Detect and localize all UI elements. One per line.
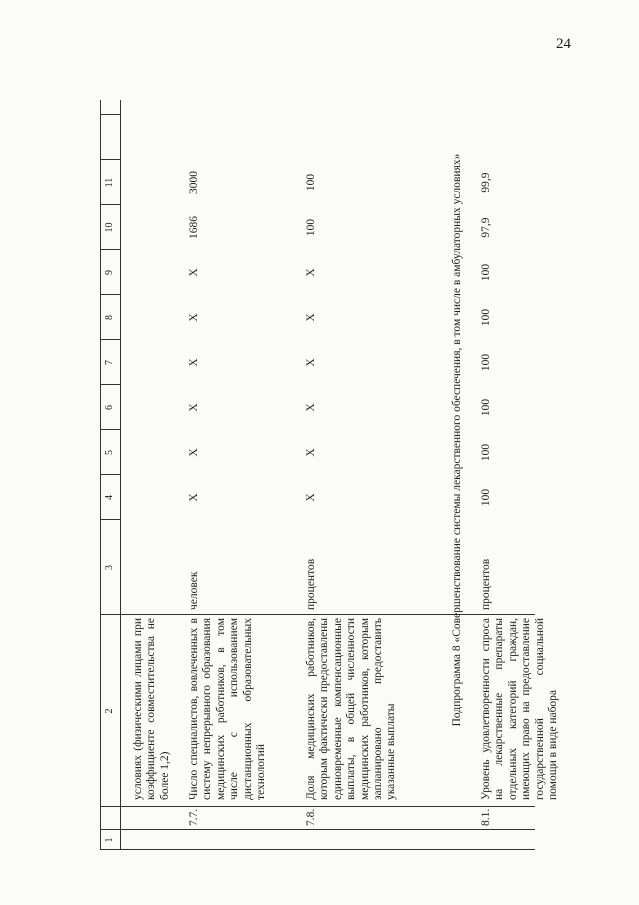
col-num-1: 1 [104,837,115,843]
col-num-11: 11 [104,177,115,188]
col-num-6: 6 [104,405,115,410]
row-8-1-val-4: 100 [480,488,492,507]
rotated-table [100,30,560,850]
row-7-7-name: Число специалистов, вовлеченных в систему непрерывного образования медицинских работников, в том числе с использованием дистанционных образовательных технологий [188,618,268,800]
row-7-7-val-4: X [188,493,200,502]
row-7-8-val-10: 100 [305,218,317,237]
row-7-8-val-6: X [305,403,317,412]
row-7-8-unit: процентов [305,558,317,610]
row-7-7-val-6: X [188,403,200,412]
row-8-1-unit: процентов [480,558,492,610]
col-num-3: 3 [104,565,115,570]
row-7-7-number: 7.7. [188,808,200,826]
row-7-8-name: Доля медицинских работников, которым фактически предоставлены единовременные компенсационные выплаты, в общей численности медицинских работников, которым запланировано предоставить указанные выплаты [305,618,398,800]
row-7-7-val-5: X [188,448,200,457]
continuation-text: условиях (физическими лицами при коэффициенте совместительства не более 1,2) [132,618,171,800]
col-num-8: 8 [104,315,115,320]
col-num-9: 9 [104,270,115,275]
row-7-7-val-10: 1686 [188,216,200,239]
row-7-7-val-9: X [188,268,200,277]
row-7-7-unit: человек [188,571,200,610]
row-7-8-val-11: 100 [305,173,317,192]
row-8-1-val-10: 97,9 [480,217,492,238]
col-num-2: 2 [104,708,115,714]
row-7-7-val-8: X [188,313,200,322]
row-7-8-val-4: X [305,493,317,502]
row-8-1-val-7: 100 [480,353,492,372]
row-8-1-val-9: 100 [480,263,492,282]
row-7-8-val-7: X [305,358,317,367]
col-num-10: 10 [104,222,115,233]
row-7-7-val-7: X [188,358,200,367]
row-8-1-val-6: 100 [480,398,492,417]
col-num-5: 5 [104,450,115,455]
page-number: 24 [556,36,571,52]
col-num-4: 4 [104,495,115,500]
row-7-8-val-9: X [305,268,317,277]
row-8-1-val-8: 100 [480,308,492,327]
row-7-8-val-8: X [305,313,317,322]
subprogram-heading: Подпрограмма 8 «Совершенствование системы лекарственного обеспечения, в том числе в амбулаторных условиях» [451,153,463,727]
row-8-1-name: Уровень удовлетворенности спроса на лекарственные препараты отдельных категорий граждан, имеющих право на предоставление государственной социальной помощи в виде набора [480,618,560,800]
row-7-8-number: 7.8. [305,808,317,826]
col-num-7: 7 [104,360,115,365]
row-7-7-val-11: 3000 [188,171,200,194]
row-7-8-val-5: X [305,448,317,457]
row-8-1-val-5: 100 [480,443,492,462]
row-8-1-number: 8.1. [480,808,492,826]
row-8-1-val-11: 99,9 [480,172,492,193]
